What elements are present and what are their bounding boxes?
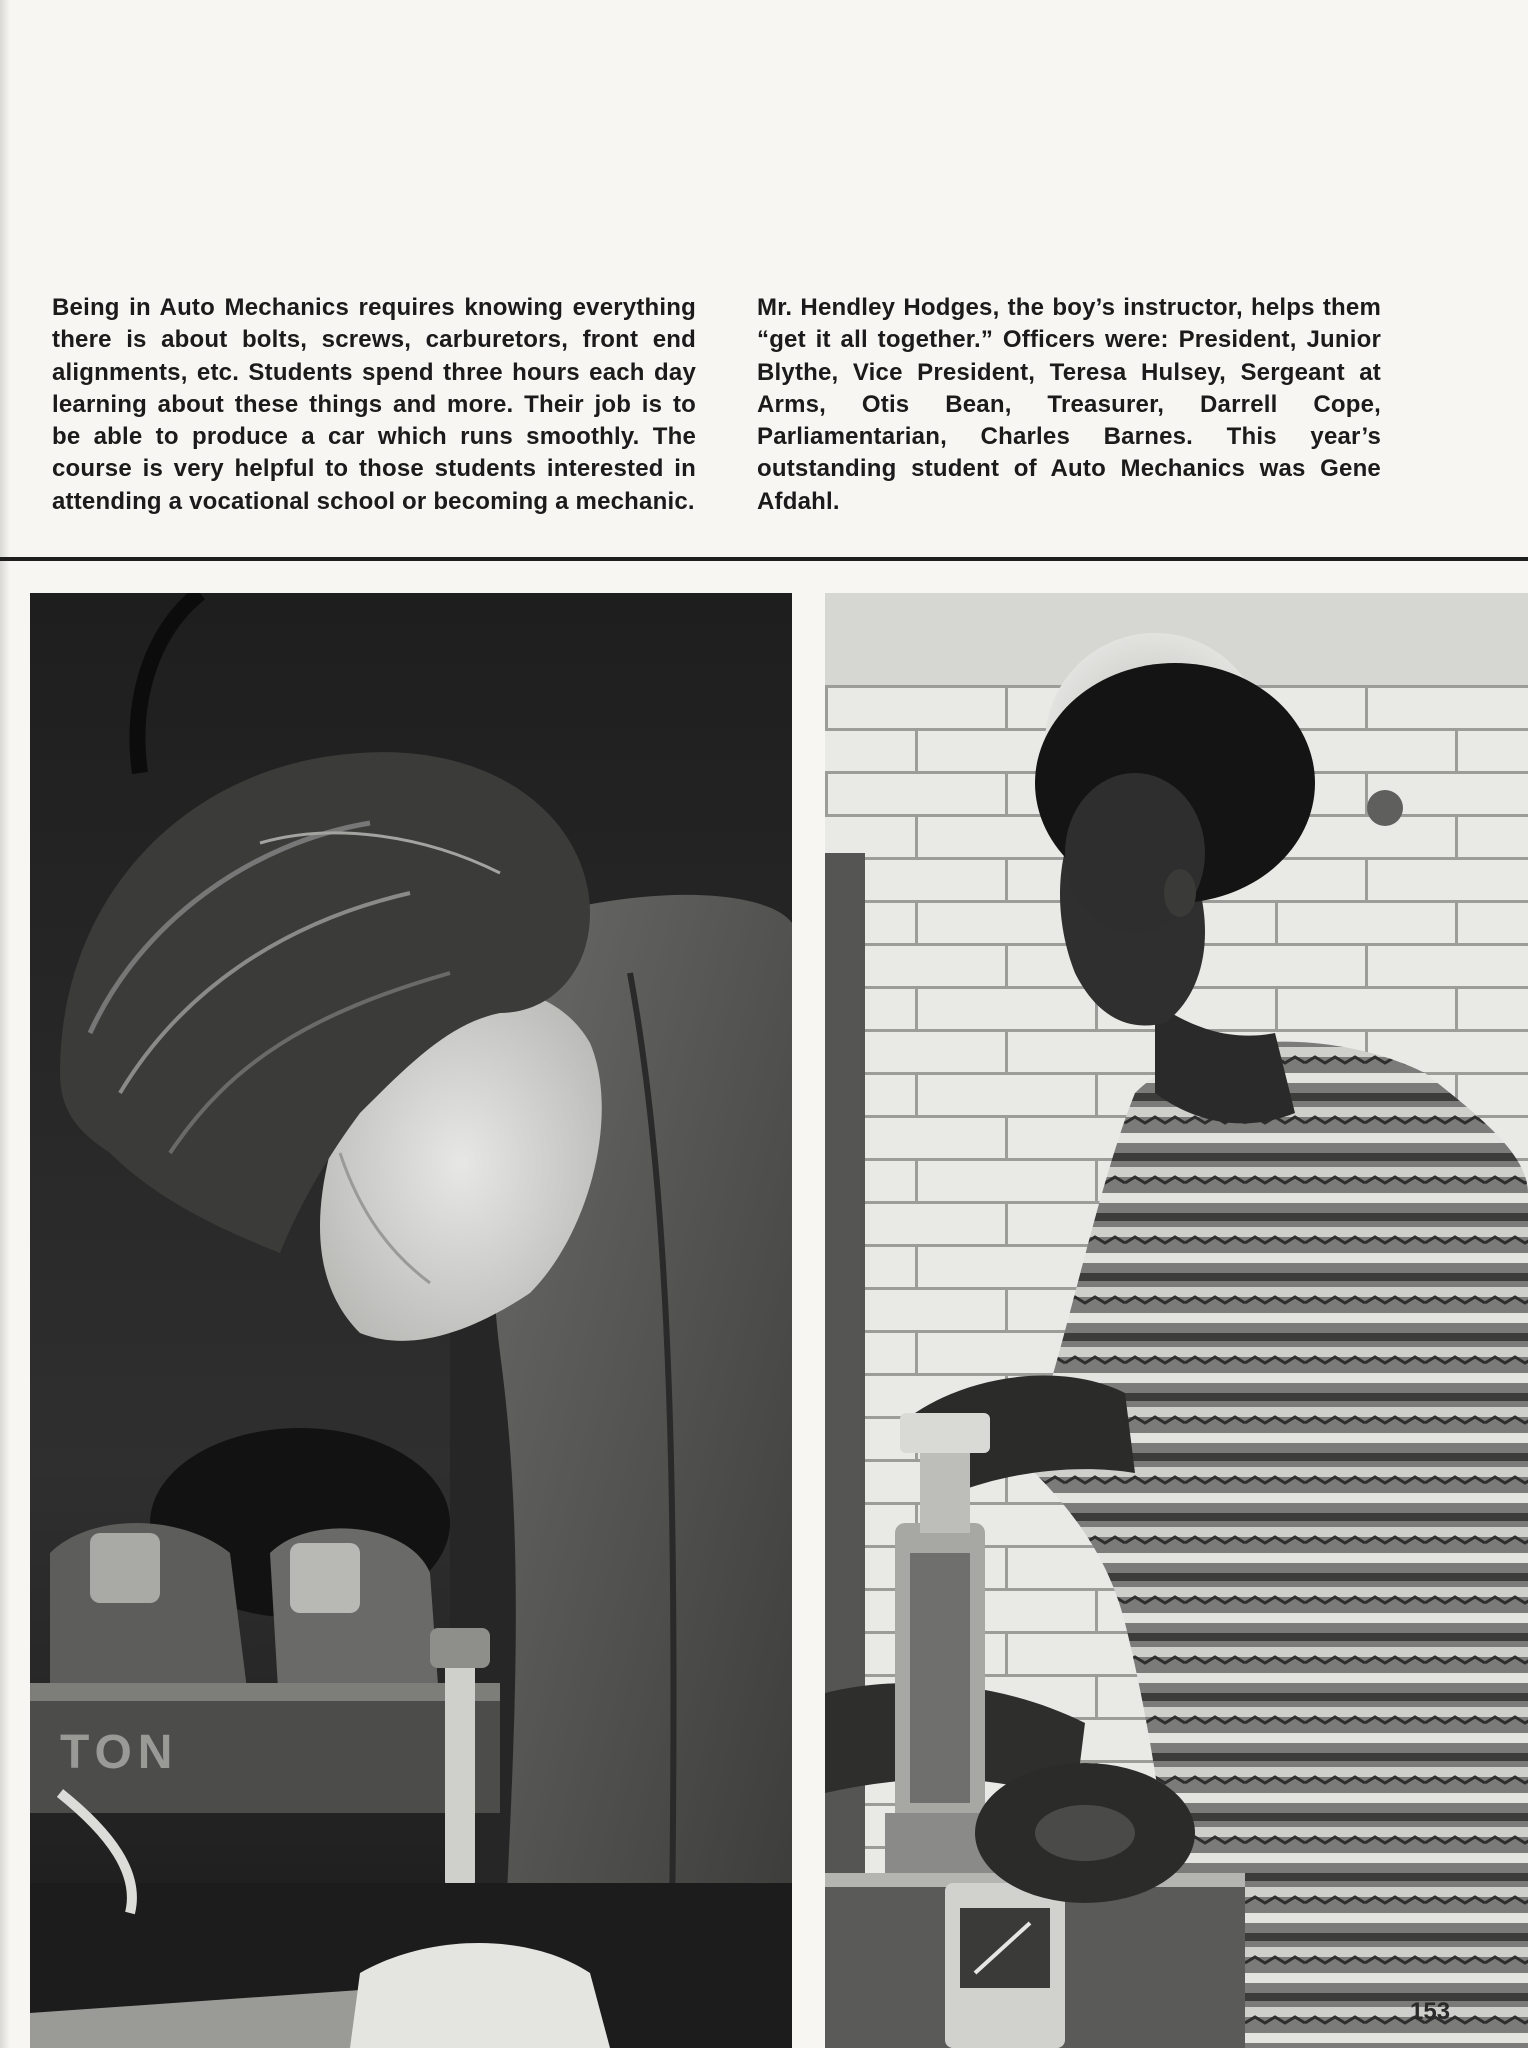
photo-student-at-vise	[30, 593, 792, 2048]
article-paragraph-right: Mr. Hendley Hodges, the boy’s instructor, helps them “get it all together.” Officers were: President, Junior Blythe, Vice President, Teresa Hulsey, Sergeant at Arms, Otis Bean, Treasurer, Darrell Cope, Parliamentarian, Charles Barnes. This year’s outstanding student of Auto Mechanics was Gene Afdahl.	[757, 294, 1381, 515]
article-paragraph-left: Being in Auto Mechanics requires knowing everything there is about bolts, screws, carburetors, front end alignments, etc. Students spend three hours each day learning about these things and more. Their job is to be able to produce a car which runs smoothly. The course is very helpful to those students interested in attending a vocational school or becoming a mechanic.	[52, 294, 696, 515]
page-number: 153	[1410, 1998, 1451, 2025]
vise-brand-text: TON	[60, 1726, 179, 1779]
page-binding-edge	[0, 0, 10, 2048]
photo-student-at-press	[825, 593, 1528, 2048]
section-divider-rule	[0, 557, 1528, 561]
